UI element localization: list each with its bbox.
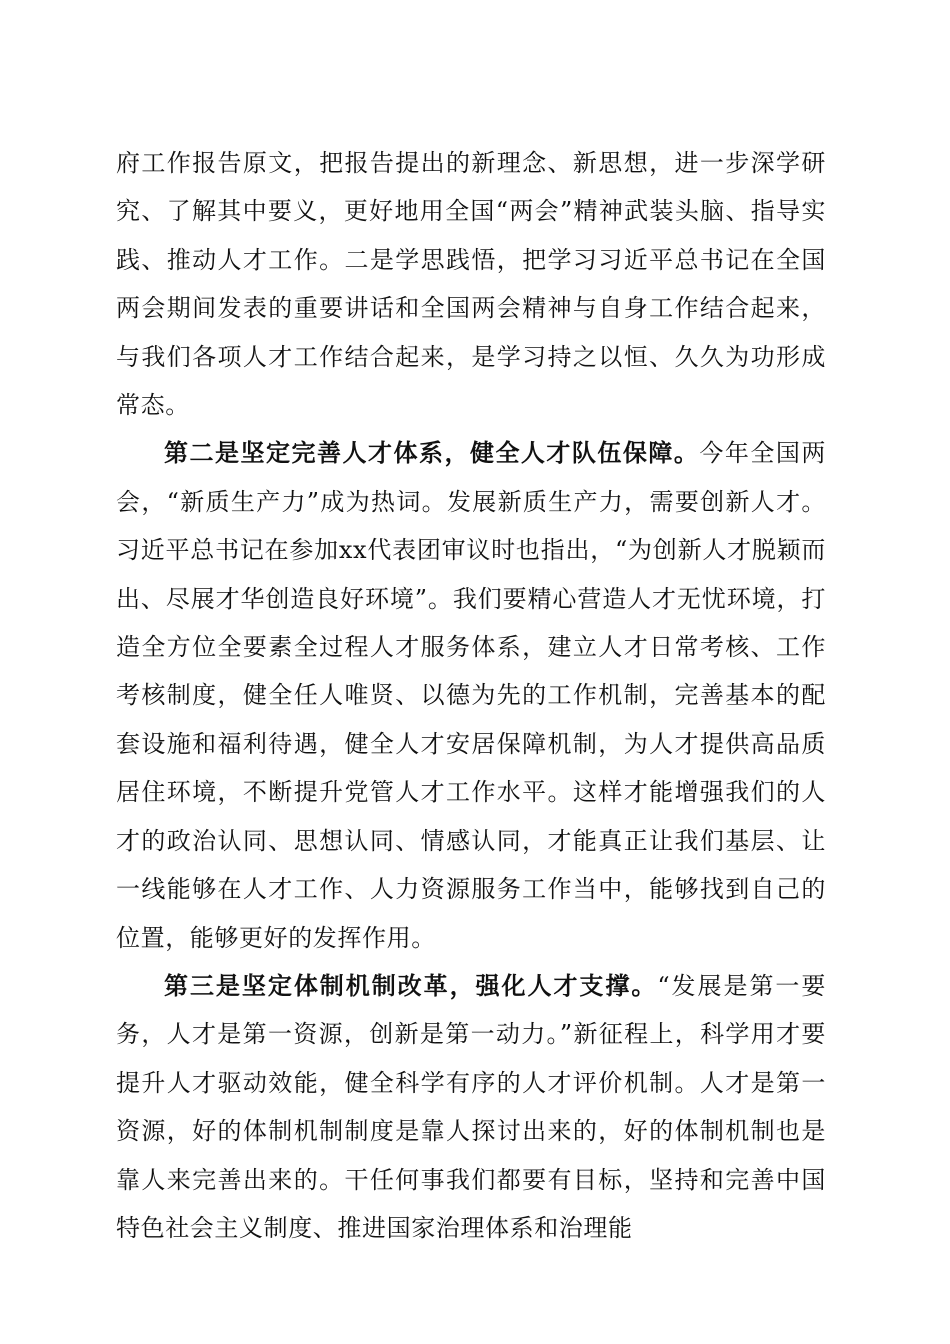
document-body [116, 139, 826, 1252]
paragraph-2-lead: 第二是坚定完善人才体系，健全人才队伍保障。 [164, 438, 700, 468]
paragraph-1-text: 府工作报告原文，把报告提出的新理念、新思想，进一步深学研究、了解其中要义，更好地用全国“两会”精神武装头脑、指导实践、推动人才工作。二是学思践悟，把学习习近平总书记在全国两会期间发表的重要讲话和全国两会精神与自身工作结合起来，与我们各项人才工作结合起来，是学习持之以恒、久久为功形成常态。 [116, 149, 826, 420]
paragraph-3-text: “发展是第一要务，人才是第一资源，创新是第一动力。”新征程上，科学用才要提升人才驱动效能，健全科学有序的人才评价机制。人才是第一资源，好的体制机制制度是靠人探讨出来的，好的体制机制也是靠人来完善出来的。干任何事我们都要有目标，坚持和完善中国特色社会主义制度、推进国家治理体系和治理能 [116, 971, 826, 1242]
paragraph-3-lead: 第三是坚定体制机制改革，强化人才支撑。 [164, 970, 658, 1000]
paragraph-2-text: 今年全国两会，“新质生产力”成为热词。发展新质生产力，需要创新人才。习近平总书记在参加xx代表团审议时也指出，“为创新人才脱颖而出、尽展才华创造良好环境”。我们要精心营造人才无忧环境，打造全方位全要素全过程人才服务体系，建立人才日常考核、工作考核制度，健全任人唯贤、以德为先的工作机制，完善基本的配套设施和福利待遇，健全人才安居保障机制，为人才提供高品质居住环境，不断提升党管人才工作水平。这样才能增强我们的人才的政治认同、思想认同、情感认同，才能真正让我们基层、让一线能够在人才工作、人力资源服务工作当中，能够找到自己的位置，能够更好的发挥作用。 [116, 439, 826, 952]
paragraph-1 [116, 139, 826, 429]
paragraph-2 [116, 429, 826, 961]
paragraph-3 [116, 962, 826, 1252]
